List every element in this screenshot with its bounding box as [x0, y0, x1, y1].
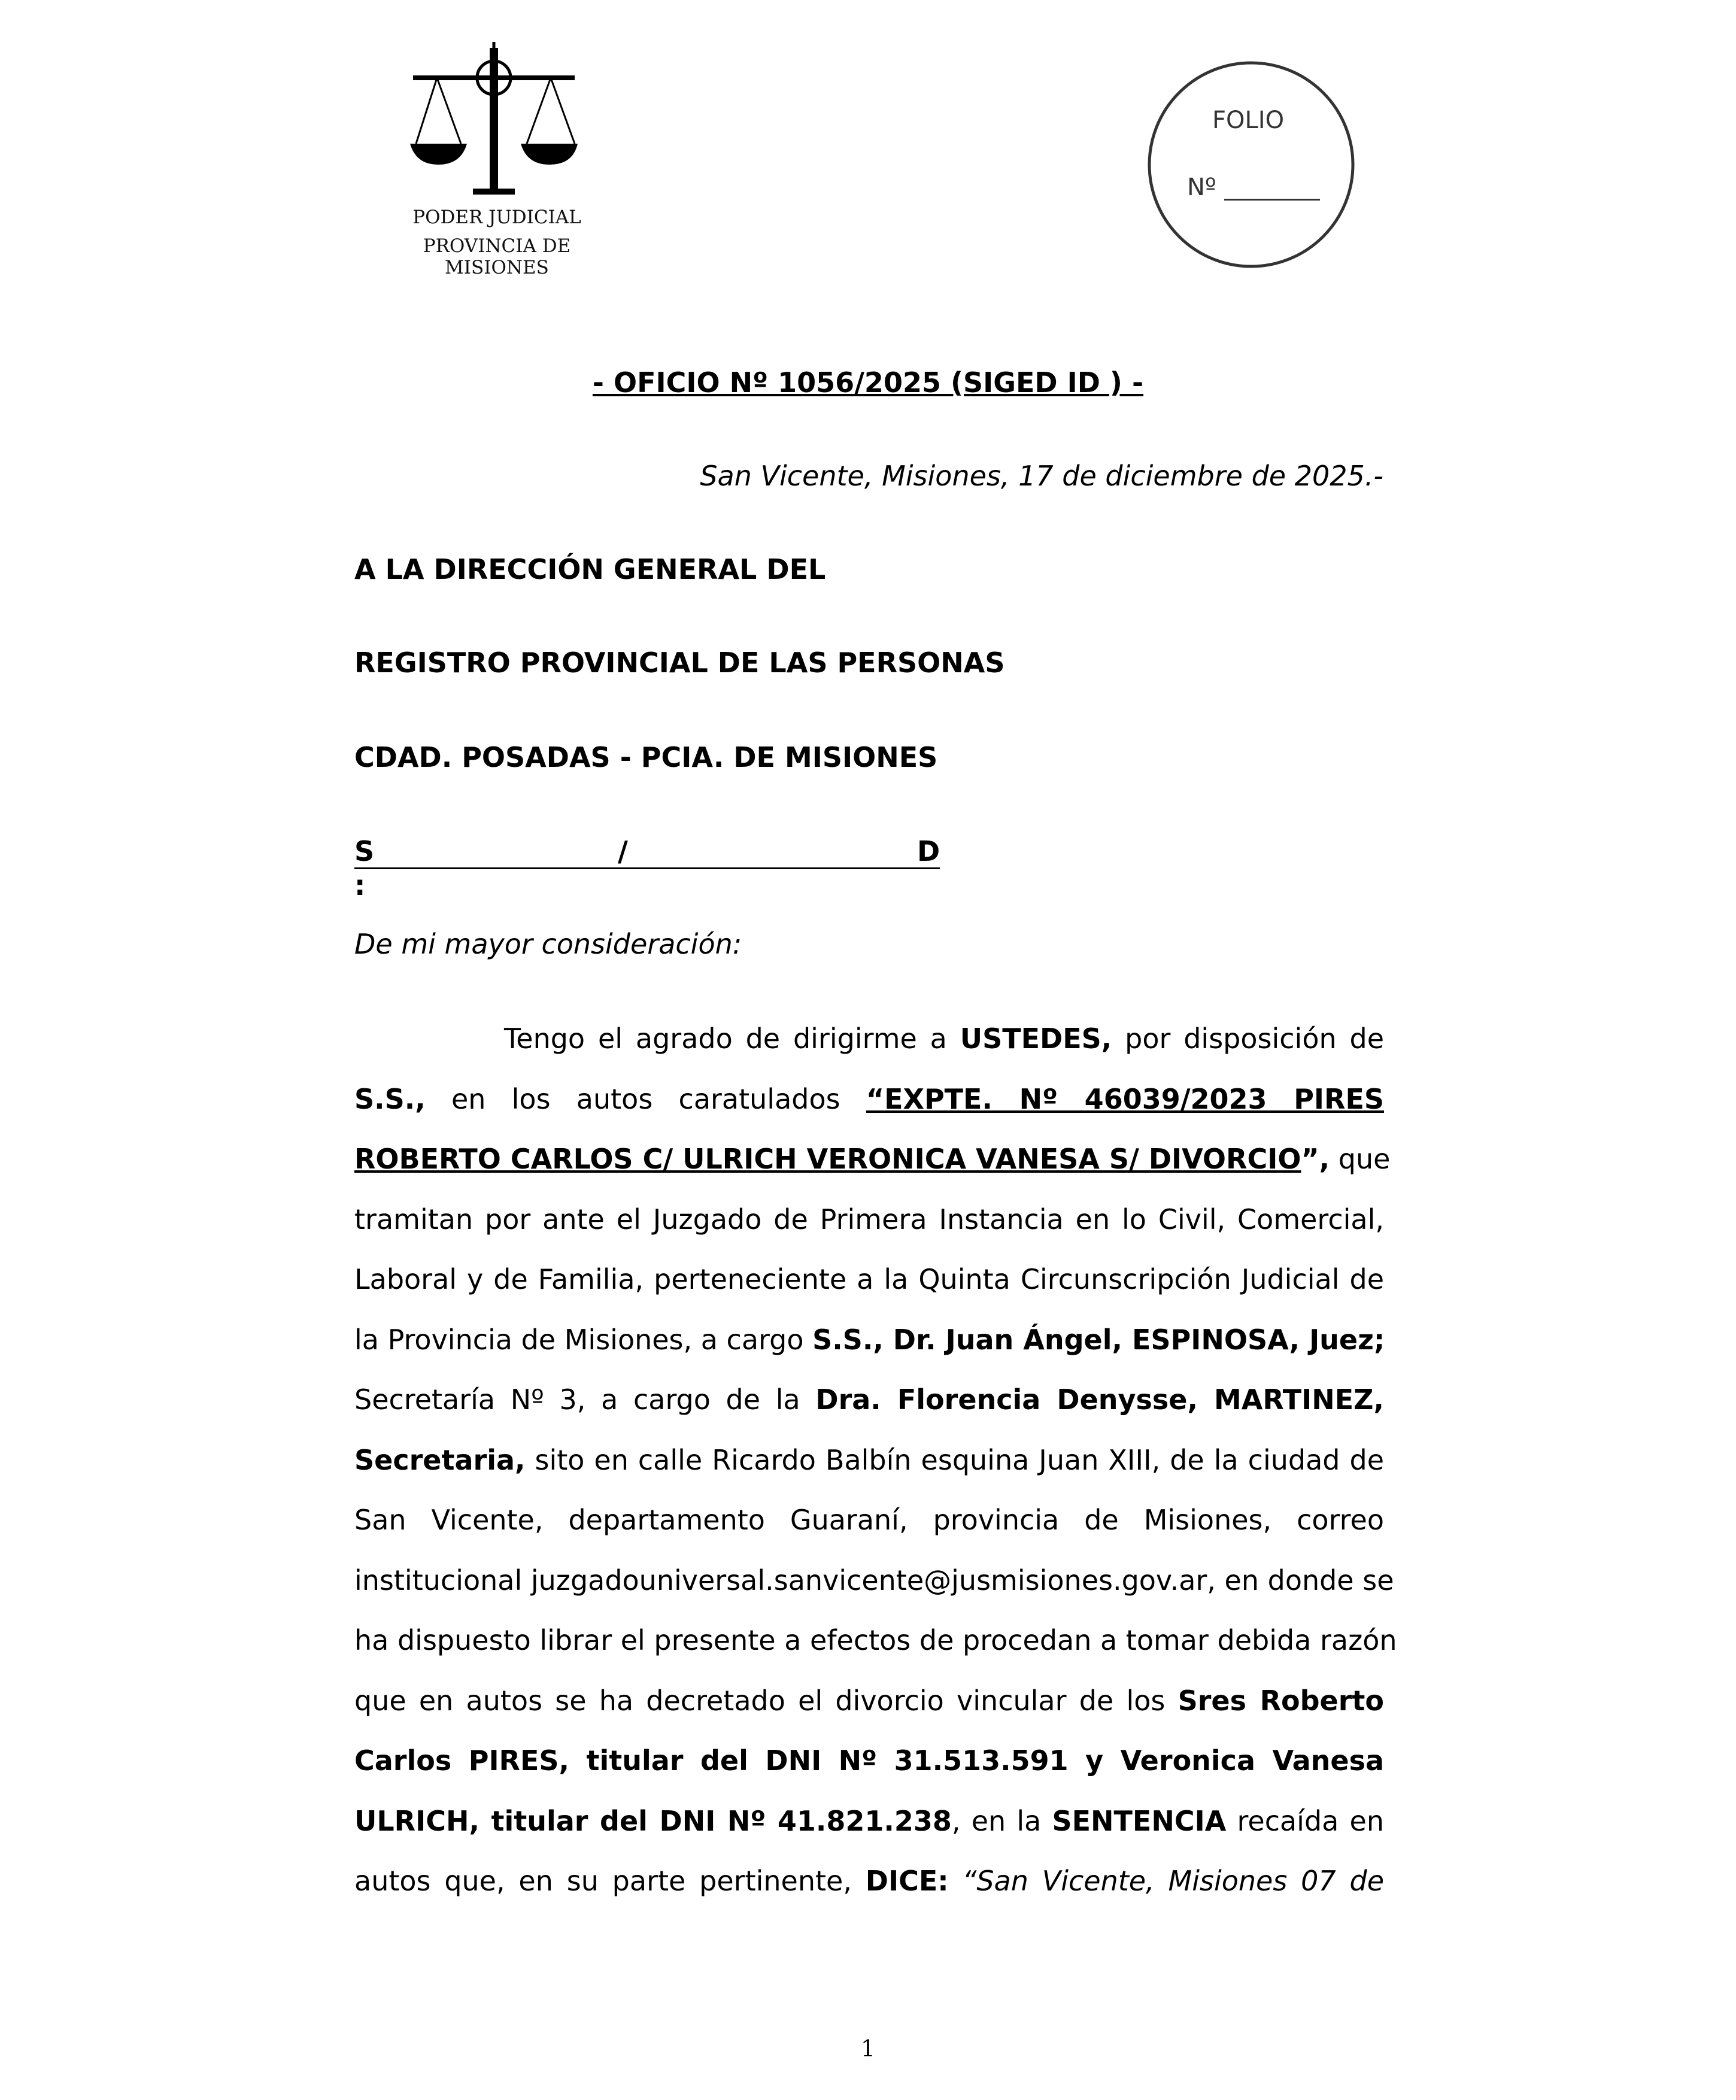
- text-run: que en autos se ha decretado el divorcio vincular de los: [354, 1684, 1178, 1717]
- text-run: , en la: [951, 1804, 1052, 1837]
- scales-of-justice-icon: [404, 36, 584, 204]
- bold-run: ULRICH, titular del DNI Nº 41.821.238: [354, 1804, 952, 1837]
- text-run: Tengo el agrado de dirigirme a: [504, 1022, 960, 1055]
- body-line: [354, 1860, 1384, 1920]
- salutation: De mi mayor consideración:: [354, 928, 742, 960]
- text-run: Laboral y de Familia, perteneciente a la Quinta Circunscripción Judicial de: [354, 1263, 1384, 1295]
- body-line: [354, 1198, 1384, 1259]
- folio-circle-icon: [1146, 60, 1356, 269]
- body-line: [354, 1439, 1384, 1500]
- sd-colon: :: [354, 869, 366, 902]
- sd-d: D: [917, 835, 940, 869]
- folio-number-blank: [1224, 199, 1320, 201]
- text-run: autos que, en su parte pertinente,: [354, 1865, 866, 1897]
- folio-label: FOLIO: [1212, 107, 1285, 134]
- case-title-run: “EXPTE. Nº 46039/2023 PIRES: [866, 1082, 1384, 1115]
- body-line: [354, 1078, 1384, 1139]
- text-run: que: [1330, 1143, 1391, 1175]
- bold-run: SENTENCIA: [1052, 1804, 1227, 1837]
- body-line: [354, 1800, 1384, 1861]
- sd-slash: /: [618, 835, 917, 869]
- folio-number-label: Nº: [1187, 174, 1216, 201]
- bold-run: Carlos PIRES, titular del DNI Nº 31.513.591 y Veronica Vanesa: [354, 1744, 1384, 1777]
- bold-run: USTEDES,: [960, 1022, 1112, 1055]
- bold-run: ”,: [1301, 1143, 1330, 1175]
- bold-run: DICE:: [865, 1865, 949, 1897]
- text-run: San Vicente, departamento Guaraní, provincia de Misiones, correo: [354, 1504, 1384, 1536]
- logo-line-2: PROVINCIA DE MISIONES: [423, 235, 571, 278]
- case-title-run: ROBERTO CARLOS C/ ULRICH VERONICA VANESA S/ DIVORCIO: [354, 1143, 1301, 1175]
- body-line: [354, 1138, 1391, 1198]
- text-run: ha dispuesto librar el presente a efectos de procedan a tomar debida razón: [354, 1624, 1397, 1656]
- body-text: [354, 1018, 1397, 1920]
- bold-run: Sres Roberto: [1177, 1684, 1384, 1717]
- judicial-logo: [371, 36, 623, 278]
- bold-run: S.S.,: [354, 1082, 426, 1115]
- bold-run: Dra. Florencia Denysse, MARTINEZ,: [815, 1383, 1385, 1416]
- logo-line-1: PODER JUDICIAL: [412, 207, 581, 228]
- body-line: [354, 1740, 1384, 1800]
- body-line: [354, 1680, 1384, 1740]
- folio-stamp: [1146, 60, 1356, 269]
- body-line: [354, 1559, 1394, 1620]
- bold-run: S.S., Dr. Juan Ángel, ESPINOSA, Juez;: [812, 1323, 1385, 1356]
- body-line: [354, 1619, 1397, 1680]
- addressee-line-2: REGISTRO PROVINCIAL DE LAS PERSONAS: [354, 647, 1005, 679]
- italic-run: “San Vicente, Misiones 07 de: [948, 1865, 1385, 1897]
- text-run: institucional juzgadouniversal.sanvicente@jusmisiones.gov.ar, en donde se: [354, 1564, 1394, 1597]
- text-run: tramitan por ante el Juzgado de Primera Instancia en lo Civil, Comercial,: [354, 1203, 1384, 1236]
- body-line: [354, 1018, 1384, 1078]
- text-run: en los autos caratulados: [425, 1082, 866, 1115]
- sd-s: S: [354, 835, 618, 869]
- body-line: [354, 1499, 1384, 1559]
- text-run: sito en calle Ricardo Balbín esquina Juan XIII, de la ciudad de: [525, 1443, 1384, 1476]
- body-line: [354, 1379, 1384, 1439]
- text-run: Secretaría Nº 3, a cargo de la: [354, 1383, 816, 1416]
- text-run: por disposición de: [1112, 1022, 1385, 1055]
- addressee-line-3: CDAD. POSADAS - PCIA. DE MISIONES: [354, 741, 938, 773]
- bold-run: Secretaria,: [354, 1443, 526, 1476]
- document-date: San Vicente, Misiones, 17 de diciembre de 2025.-: [700, 460, 1383, 492]
- text-run: la Provincia de Misiones, a cargo: [354, 1323, 813, 1356]
- text-run: recaída en: [1226, 1804, 1384, 1837]
- body-line: [354, 1319, 1384, 1379]
- document-title: - OFICIO Nº 1056/2025 (SIGED ID ) -: [592, 366, 1144, 399]
- sd-line: [354, 835, 941, 902]
- addressee-line-1: A LA DIRECCIÓN GENERAL DEL: [354, 553, 826, 585]
- body-line: [354, 1258, 1384, 1319]
- page-number: 1: [860, 2035, 876, 2062]
